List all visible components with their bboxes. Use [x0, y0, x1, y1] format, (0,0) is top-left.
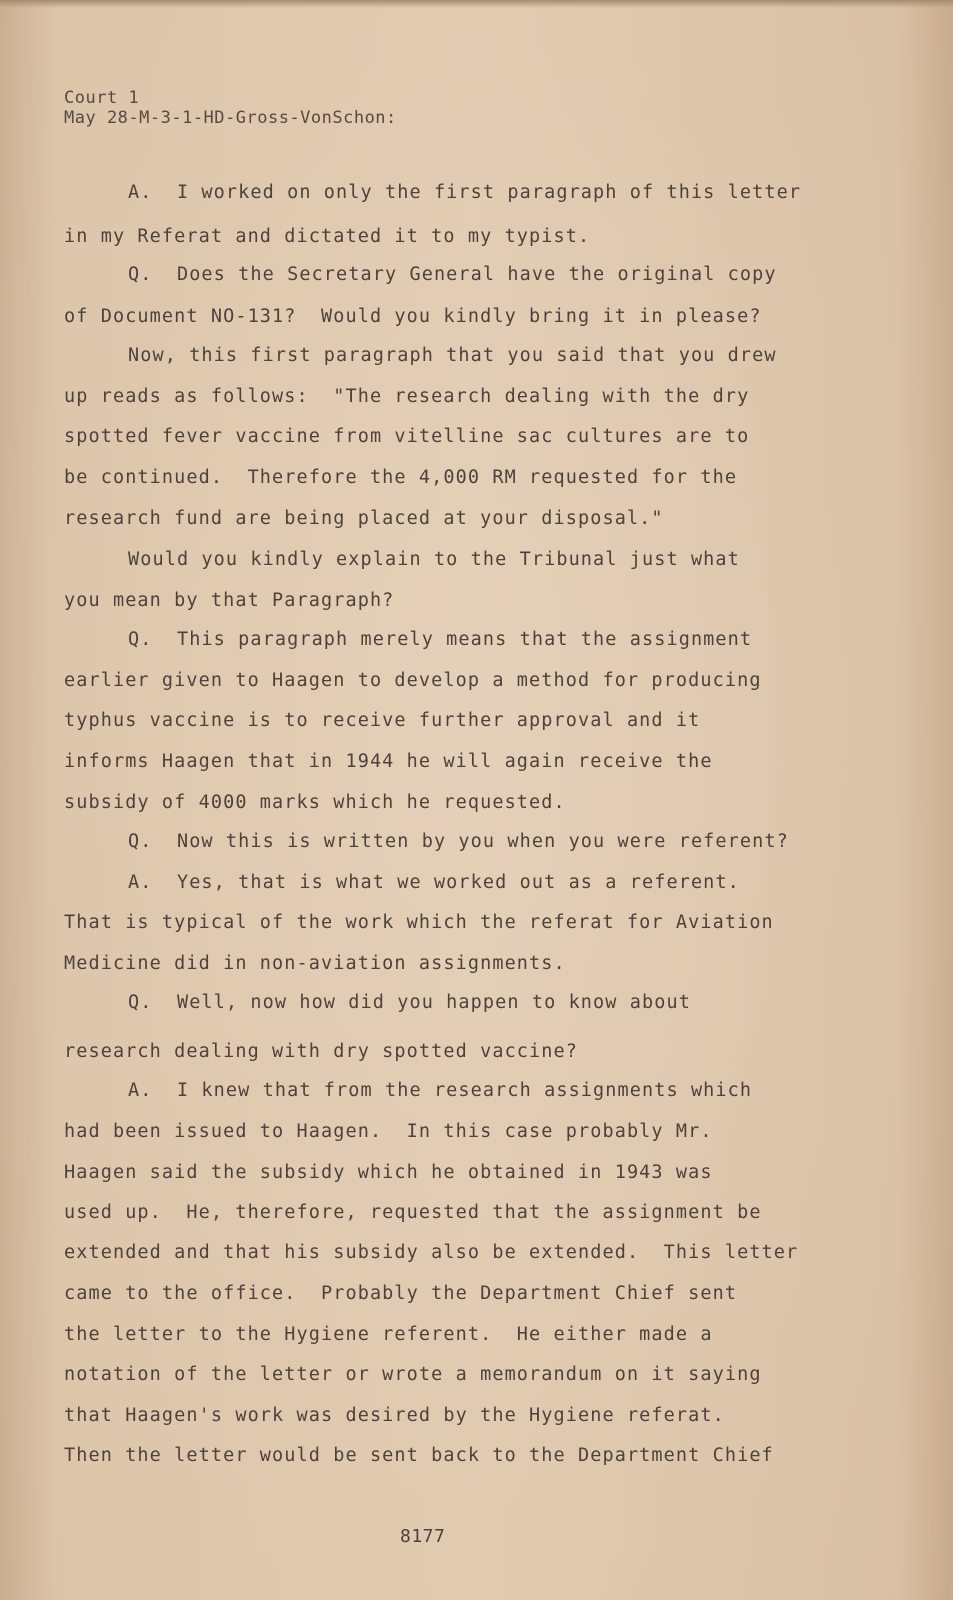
- text-line: Q. Does the Secretary General have the original copy: [128, 264, 777, 285]
- text-line: had been issued to Haagen. In this case probably Mr.: [64, 1121, 713, 1142]
- text-line: be continued. Therefore the 4,000 RM requested for the: [64, 467, 738, 488]
- page-number: 8177: [400, 1526, 446, 1547]
- text-line: that Haagen's work was desired by the Hygiene referat.: [64, 1405, 725, 1426]
- text-line: of Document NO-131? Would you kindly bring it in please?: [64, 306, 762, 327]
- text-line: A. Yes, that is what we worked out as a referent.: [128, 872, 740, 893]
- text-line: up reads as follows: "The research dealing with the dry: [64, 386, 750, 407]
- text-line: A. I worked on only the first paragraph of this letter: [128, 182, 802, 203]
- text-line: Would you kindly explain to the Tribunal just what: [128, 549, 740, 570]
- text-line: notation of the letter or wrote a memorandum on it saying: [64, 1364, 762, 1385]
- text-line: the letter to the Hygiene referent. He either made a: [64, 1324, 713, 1345]
- text-line: in my Referat and dictated it to my typist.: [64, 226, 591, 247]
- text-line: Q. This paragraph merely means that the assignment: [128, 629, 753, 650]
- text-line: spotted fever vaccine from vitelline sac cultures are to: [64, 426, 750, 447]
- text-line: informs Haagen that in 1944 he will again receive the: [64, 751, 713, 772]
- text-line: extended and that his subsidy also be extended. This letter: [64, 1242, 799, 1263]
- text-line: research fund are being placed at your disposal.": [64, 508, 664, 529]
- header-session-line: May 28-M-3-1-HD-Gross-VonSchon:: [64, 108, 397, 128]
- text-line: That is typical of the work which the referat for Aviation: [64, 912, 774, 933]
- text-line: A. I knew that from the research assignments which: [128, 1080, 753, 1101]
- text-line: used up. He, therefore, requested that the assignment be: [64, 1202, 762, 1223]
- text-line: Q. Well, now how did you happen to know about: [128, 992, 691, 1013]
- page-top-edge: [0, 0, 953, 8]
- text-line: Q. Now this is written by you when you were referent?: [128, 831, 789, 852]
- text-line: research dealing with dry spotted vaccine?: [64, 1041, 578, 1062]
- text-line: Now, this first paragraph that you said that you drew: [128, 345, 777, 366]
- header-court-line: Court 1: [64, 88, 140, 108]
- text-line: Medicine did in non-aviation assignments.: [64, 953, 566, 974]
- text-line: earlier given to Haagen to develop a method for producing: [64, 670, 762, 691]
- text-line: subsidy of 4000 marks which he requested.: [64, 792, 566, 813]
- text-line: Then the letter would be sent back to the Department Chief: [64, 1445, 774, 1466]
- text-line: came to the office. Probably the Department Chief sent: [64, 1283, 738, 1304]
- text-line: Haagen said the subsidy which he obtained in 1943 was: [64, 1162, 713, 1183]
- text-line: you mean by that Paragraph?: [64, 590, 395, 611]
- text-line: typhus vaccine is to receive further approval and it: [64, 710, 701, 731]
- page-header: [64, 88, 397, 128]
